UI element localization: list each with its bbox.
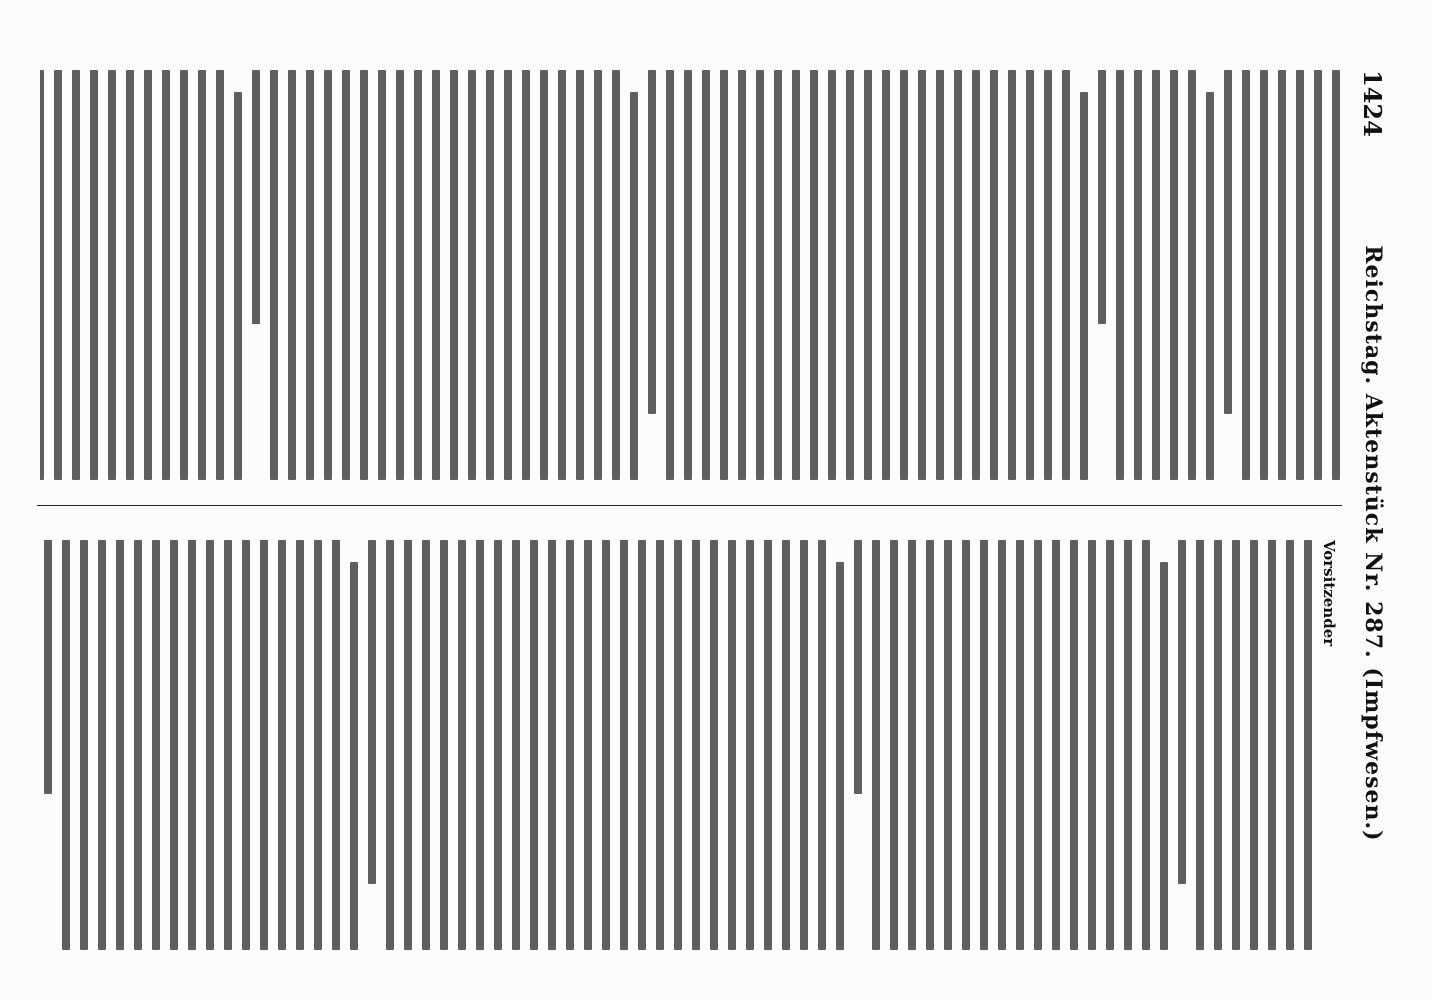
column-divider: [37, 505, 1342, 506]
speaker-label: Vorsitzender: [1320, 540, 1338, 647]
right-column: [40, 540, 1340, 950]
running-title: Reichstag. Aktenstück Nr. 287. (Impfwesen.): [1360, 245, 1386, 842]
page-number: 1424: [1358, 70, 1388, 137]
page-header: [1356, 70, 1390, 950]
left-column: [40, 70, 1340, 480]
